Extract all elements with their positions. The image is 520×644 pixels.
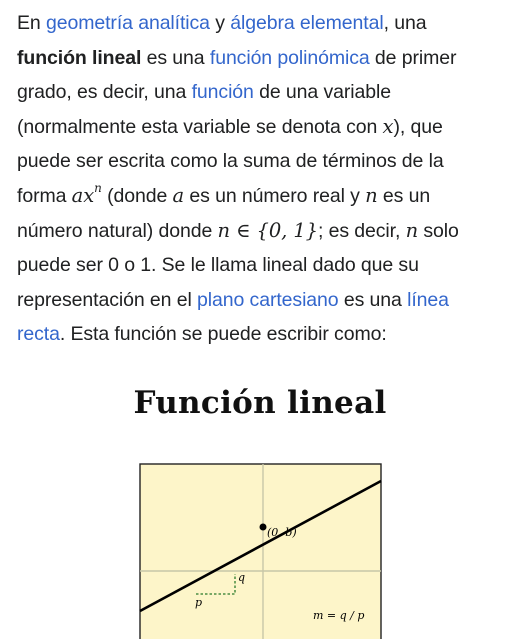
paragraph-line-10 bbox=[17, 317, 509, 352]
text-segment: representación en el bbox=[17, 288, 198, 311]
math-variable-a: a bbox=[172, 183, 185, 207]
paragraph-line-5: puede ser escrita como la suma de términos de la bbox=[17, 150, 444, 173]
math-base: ax bbox=[71, 183, 95, 207]
figure-title: Función lineal bbox=[133, 385, 387, 421]
math-variable-n: n bbox=[365, 183, 378, 207]
link-linea-recta[interactable]: línea bbox=[407, 288, 449, 311]
text-segment: (donde bbox=[101, 184, 173, 207]
paragraph-line-3 bbox=[17, 75, 509, 110]
text-segment: solo bbox=[418, 219, 459, 242]
text-segment: es un bbox=[377, 184, 431, 207]
linear-function-graph bbox=[139, 463, 382, 639]
text-segment: , una bbox=[383, 12, 427, 34]
link-algebra-elemental[interactable]: álgebra elemental bbox=[230, 12, 384, 34]
point-label: (0, b) bbox=[267, 526, 297, 539]
paragraph-line-4 bbox=[17, 110, 509, 145]
text-segment: En bbox=[17, 12, 46, 34]
p-label: p bbox=[195, 596, 203, 609]
y-intercept-point bbox=[260, 524, 267, 531]
text-segment: y bbox=[209, 12, 231, 34]
text-segment: de una variable bbox=[253, 81, 391, 104]
link-funcion[interactable]: función bbox=[191, 81, 254, 104]
text-segment: (normalmente esta variable se denota con bbox=[17, 115, 383, 138]
math-variable-n: n bbox=[405, 218, 419, 242]
link-linea-recta[interactable]: recta bbox=[17, 323, 60, 346]
math-set-membership: n ∈ {0, 1} bbox=[217, 218, 318, 242]
paragraph-line-9 bbox=[17, 283, 509, 318]
paragraph-line-8: puede ser 0 o 1. Se le llama lineal dado que su bbox=[17, 254, 419, 277]
text-segment: es un número real y bbox=[184, 184, 366, 207]
paragraph-line-2 bbox=[17, 41, 509, 76]
text-segment: ), que bbox=[393, 115, 443, 138]
q-label: q bbox=[238, 571, 246, 584]
text-segment: es una bbox=[141, 46, 210, 69]
intro-paragraph bbox=[17, 6, 509, 352]
paragraph-line-7 bbox=[17, 214, 509, 249]
paragraph-line-6 bbox=[17, 179, 509, 214]
text-segment: . Esta función se puede escribir como: bbox=[59, 323, 387, 346]
term-funcion-lineal: función lineal bbox=[17, 46, 142, 69]
text-segment: grado, es decir, una bbox=[17, 81, 192, 104]
link-funcion-polinomica[interactable]: función polinómica bbox=[209, 46, 370, 69]
text-segment: de primer bbox=[369, 46, 457, 69]
text-segment: forma bbox=[17, 184, 72, 207]
math-exponent: n bbox=[94, 180, 102, 195]
math-variable-x: x bbox=[382, 114, 394, 138]
link-plano-cartesiano[interactable]: plano cartesiano bbox=[197, 288, 339, 311]
link-geometria-analitica[interactable]: geometría analítica bbox=[45, 12, 210, 34]
text-segment: es una bbox=[338, 288, 408, 311]
math-term-axn bbox=[71, 180, 102, 207]
linear-function-figure bbox=[139, 463, 382, 639]
text-segment: ; es decir, bbox=[317, 219, 406, 242]
text-segment: número natural) donde bbox=[17, 219, 218, 242]
paragraph-line-1 bbox=[17, 6, 509, 41]
slope-formula: m = q / p bbox=[313, 609, 365, 622]
